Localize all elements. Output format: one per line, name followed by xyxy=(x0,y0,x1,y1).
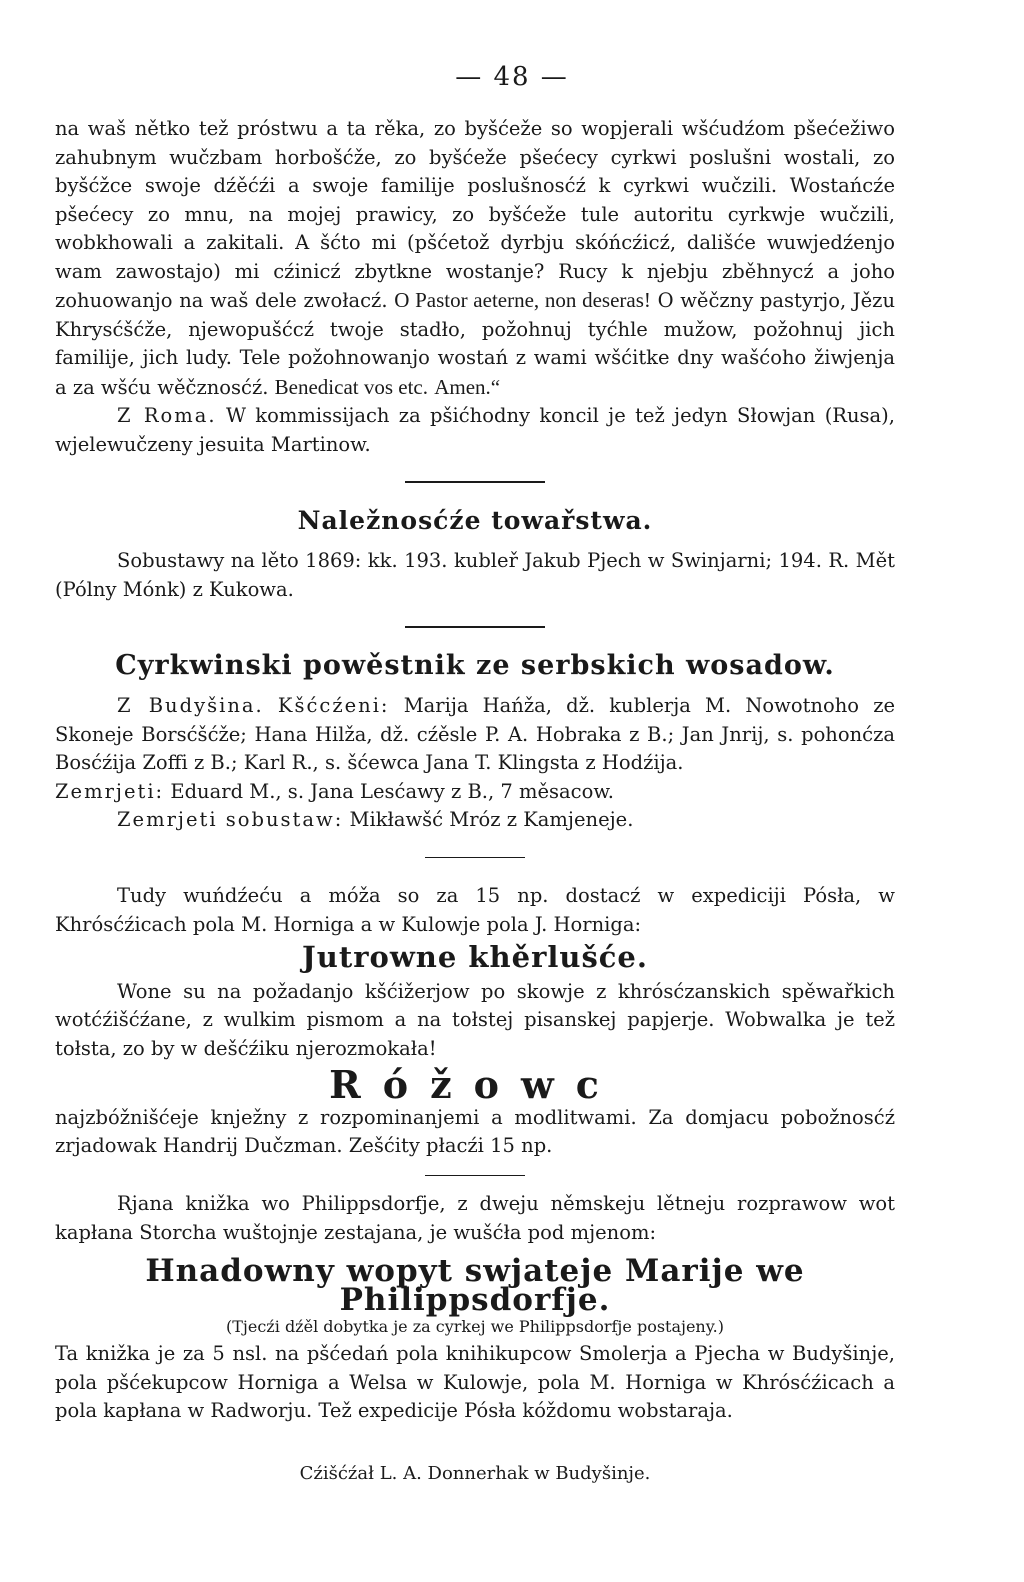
budysin-place: Z Budyšina. xyxy=(117,694,264,717)
roma-text: W kommissijach za pšićhodny koncil je tež jedyn Słowjan (Rusa), wjelewučzeny jesuita Martinow. xyxy=(55,404,895,456)
latin-quote-benedicat: Benedicat vos etc. xyxy=(274,374,428,399)
ad-jutrowne-text: Wone su na požadanjo kšćižerjow po skowje z khrósćzanskich spěwařkich wotćźišćźane, z wulkim pismom a na tołstej pisanskej papjerje. Wobwalka je tež tołsta, zo by w dešćźiku njerozmokała! xyxy=(55,979,895,1060)
ad-title-rozowc: Róžowc xyxy=(329,1062,621,1107)
baptized-paragraph xyxy=(55,692,895,778)
section-divider xyxy=(425,857,525,859)
died-members-text: Mikławšć Mróz z Kamjeneje. xyxy=(349,808,634,831)
members-paragraph: Sobustawy na lěto 1869: kk. 193. kubleř Jakub Pjech w Swinjarni; 194. R. Mět (Pólny Mónk) z Kukowa. xyxy=(55,549,895,601)
section-title-nalezhnosce: Naležnosćźe towařstwa. xyxy=(297,505,653,535)
ad-notice: Tudy wuńdźeću a móža so za 15 np. dostacź w expediciji Pósła, w Khrósćźicach pola M. Horniga a w Kulowje pola J. Horniga: xyxy=(55,884,895,936)
imprint: Cźišćźał L. A. Donnerhak w Budyšinje. xyxy=(299,1462,651,1484)
roma-paragraph xyxy=(55,402,895,459)
section-divider xyxy=(405,626,545,628)
ad-title-jutrowne: Jutrowne khěrlušće. xyxy=(302,940,648,974)
died-paragraph xyxy=(55,778,895,807)
intro-text-2: O wěčzny pastyrjo, Jězu Khrysćšćže, njewopušćcź twoje stadło, požohnuj tyćhle mužow, požohnuj jich familije, jich ludy. Tele požohnowanjo wostań z wami wšćitke dny wašćoho žiwjenja a za wšću wěčznosćź. xyxy=(55,289,895,399)
latin-quote-pastor: O Pastor aeterne, non deseras! xyxy=(394,288,651,312)
section-divider xyxy=(425,1175,525,1177)
ad-storch-intro: Rjana knižka wo Philippsdorfje, z dweju němskeju lětneju rozprawow wot kapłana Storcha wuštojnje zestajana, je wušćła pod mjenom: xyxy=(55,1192,895,1244)
baptized-text: Marija Hańža, dž. kublerja M. Nowotnoho ze Skoneje Borsćšćže; Hana Hilža, dž. cźěsle P. A. Hobraka z B.; Jan Jnrij, s. pohonćza Bosćźija Zoffi z B.; Karl R., s. šćewca Jana T. Klingsta z Hodźija. xyxy=(55,694,896,774)
page-body xyxy=(55,115,895,1488)
ad-title-hnadowny: Hnadowny wopyt swjateje Marije we Philippsdorfje. xyxy=(145,1253,805,1318)
roma-place: Z Roma. xyxy=(117,404,217,427)
intro-text-1: na waš nětko tež próstwu a ta rěka, zo byšćeže so wopjerali wšćudźom pšećežiwo zahubnym wučzbam horbošćže, zo byšćeže pšećecy cyrkwi poslušni wostali, zo byšćžce swoje dźěćźi a swoje familije poslušnosćź k cyrkwi wučzili. Wostańcźe pšećecy zo mnu, na mojej prawicy, zo byšćeže tule autoritu cyrkwje wučzili, wobkhowali a zakitali. A šćto mi (pšćetož dyrbju skóńcźicź, dališće wuwjedźenjo wam zawostajo) mi cźinicź zbytkne wostanje? Rucy k njebju zběhnycź a joho zohuowanjo na waš dele zwołacź. xyxy=(55,117,895,312)
died-members-paragraph xyxy=(55,806,895,835)
intro-paragraph xyxy=(55,115,895,402)
baptized-label: Kšćcźeni: xyxy=(277,694,390,717)
page-number: — 48 — xyxy=(455,62,569,92)
died-text: Eduard M., s. Jana Lesćawy z B., 7 měsacow. xyxy=(170,779,614,803)
section-divider xyxy=(405,481,545,483)
died-label: Zemrjeti: xyxy=(55,779,165,803)
ad-rozowc-text: najzbóžnišćeje knježny z rozpominanjemi a modlitwami. Za domjacu pobožnosćź zrjadowak Handrij Dučzman. Zešćity płacźi 15 np. xyxy=(55,1105,895,1157)
section-title-cyrkwinski: Cyrkwinski powěstnik ze serbskich wosadow. xyxy=(115,649,835,681)
ad-storch-note: (Tjecźi dźěl dobytka je za cyrkej we Philippsdorfje postajeny.) xyxy=(226,1317,724,1336)
ad-storch-text: Ta knižka je za 5 nsl. na pšćedań pola knihikupcow Smolerja a Pjecha w Budyšinje, pola pšćekupcow Horniga a Welsa w Kulowje, pola M. Horniga w Khrósćźicach a pola kapłana w Radworju. Tež expedicije Pósła kóždomu wobstaraja. xyxy=(55,1342,895,1422)
latin-quote-amen: Amen.“ xyxy=(434,374,501,399)
died-members-label: Zemrjeti sobustaw: xyxy=(117,808,344,831)
